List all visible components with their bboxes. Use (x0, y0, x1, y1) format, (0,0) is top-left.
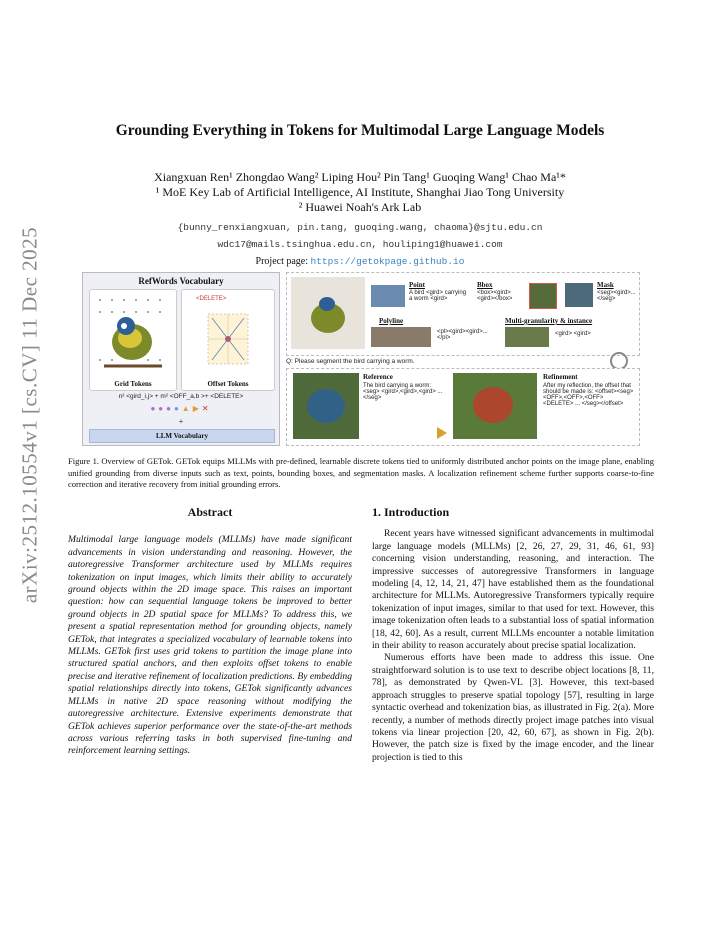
tasks-panel (286, 272, 640, 356)
abstract-column (68, 506, 352, 758)
author-block (60, 170, 660, 270)
abstract-heading: Abstract (187, 505, 233, 519)
intro-paragraph-2: Numerous efforts have been made to address this issue. One straightforward solution is to use text to describe object locations [8, 11, 78], as demonstrated by Qwen-VL [3]. However, this text-based approach struggles to preserve spatial topology [57], resulting in large syntactic overhead and tokenization bias, as illustrated in Fig. 2(a). More recently, a number of methods directly project image patches into visual tokens via linear projection [20, 42, 60, 67], as shown in Fig. 2(b). However, the patch size is fixed by the image encoder, and the linear projection is tied to this (372, 652, 654, 763)
intro-column (372, 506, 654, 764)
refwords-title: RefWords Vocabulary (138, 276, 224, 286)
grid-tokens-card (89, 289, 177, 391)
refinement-panel (286, 368, 640, 446)
reference-image (293, 373, 359, 439)
question-text: Q: Please segment the bird carrying a worm. (286, 358, 415, 365)
offset-tokens-card (181, 289, 275, 391)
llm-vocabulary-bar: LLM Vocabulary (89, 429, 275, 443)
email-line-1: {bunny_renxiangxuan, pin.tang, guoqing.wang, chaoma}@sjtu.edu.cn (177, 222, 543, 233)
sample-image (291, 277, 365, 349)
paper-title: Grounding Everything in Tokens for Multimodal Large Language Models (115, 122, 605, 139)
project-link[interactable]: https://getokpage.github.io (310, 256, 465, 267)
grid-dots-diagram (90, 290, 176, 376)
plus-sign: + (178, 417, 184, 426)
mask-task: Mask <seg><gird>...</seg> (565, 281, 637, 315)
refwords-panel (82, 272, 280, 446)
refinement-image (453, 373, 537, 439)
point-task: Point A bird <gird> carrying a worm <gird> (371, 281, 471, 311)
email-line-2: wdc17@mails.tsinghua.edu.cn, houliping1@huawei.com (217, 239, 503, 250)
intro-heading: 1. Introduction (372, 505, 450, 519)
polyline-task: Polyline <pl><gird><gird>...</pl> (371, 317, 501, 351)
reference-label: Reference (363, 373, 393, 381)
arrow-icon (437, 427, 447, 439)
bbox-task: Bbox <box><gird><gird></box> (477, 281, 557, 311)
multi-granularity-task: Multi-granularity & instance <gird> <gird> (505, 317, 635, 351)
arxiv-stamp: arXiv:2512.10554v1 [cs.CV] 11 Dec 2025 (17, 226, 42, 604)
refinement-label: Refinement (543, 373, 578, 381)
reference-text: The bird carrying a worm: <seg> <gird>,<gird>,<gird> ... </seg> (363, 383, 443, 401)
vocab-formula: n² <gird_i,j> + m² <OFF_a,b >+ <DELETE> (118, 393, 244, 400)
author-list: Xiangxuan Ren¹ Zhongdao Wang² Liping Hou² Pin Tang¹ Guoqing Wang¹ Chao Ma¹* (154, 170, 566, 184)
delete-tag: <DELETE> (196, 296, 227, 302)
project-page: Project page: https://getokpage.github.io (255, 256, 465, 267)
intro-paragraph-1: Recent years have witnessed significant advancements in multimodal large language models (MLLMs) [2, 26, 27, 29, 31, 46, 61, 93] concerning vision understanding, reasoning, and interaction. The impressive successes of autoregressive Transformers in language modeling [4, 12, 14, 21, 47] have established them as the foundational architecture for MLLMs. Autoregressive Transformers typically require tokenization of input images, similar to that used for text. However, this image tokenization often leads to a substantial loss of spatial information [18, 42, 60]. As a result, current MLLMs encounter a notable limitation in their ability to reason accurately about precise spatial localization. (372, 528, 654, 652)
abstract-text: Multimodal large language models (MLLMs) have made significant advancements in vision understanding and reasoning. However, the autoregressive Transformer architecture used by MLLMs requires tokenization on input images, which limits their ability to accurately ground objects within the 2D image space. This raises an important question: how can sequential language tokens be improved to better ground objects in 2D spatial space for MLLMs? To address this, we present a spatial representation method for grounding objects, namely GETok, that integrates a specialized vocabulary of learnable tokens into MLLMs. GETok first uses grid tokens to partition the image plane into structured spatial anchors, and then exploits offset tokens to enable precise and iterative refinement of localization predictions. By embedding spatial relationships directly into tokens, GETok significantly advances MLLMs in native 2D space reasoning without modifying the autoregressive architecture. Extensive experiments demonstrate that GETok achieves superior performance over the state-of-the-art methods across various referring tasks in both supervised fine-tuning and reinforcement learning settings. (68, 534, 352, 757)
refinement-text: After my reflection, the offset that should be made is: <offset><seg> <OFF>,<OFF>,<OFF> <DELETE> ... </seg></offset> (543, 383, 634, 407)
offset-tokens-label: Offset Tokens (207, 380, 249, 388)
overview-figure (82, 272, 638, 444)
figure-caption: Figure 1. Overview of GETok. GETok equips MLLMs with pre-defined, learnable discrete tokens tied to uniformly distributed anchor points on the image plane, enabling unified grounding from diverse inputs such as text, points, bounding boxes, and segmentation masks. A localization refinement scheme further supports coarse-to-fine correction and iterative recovery from initial grounding errors. (68, 456, 654, 489)
token-swatches: ●●●●▲▶✕ (150, 404, 212, 413)
affiliation-2: ² Huawei Noah's Ark Lab (298, 200, 422, 214)
grid-tokens-label: Grid Tokens (114, 380, 152, 388)
offset-grid-diagram (182, 304, 274, 384)
affiliation-1: ¹ MoE Key Lab of Artificial Intelligence, AI Institute, Shanghai Jiao Tong University (155, 185, 565, 199)
